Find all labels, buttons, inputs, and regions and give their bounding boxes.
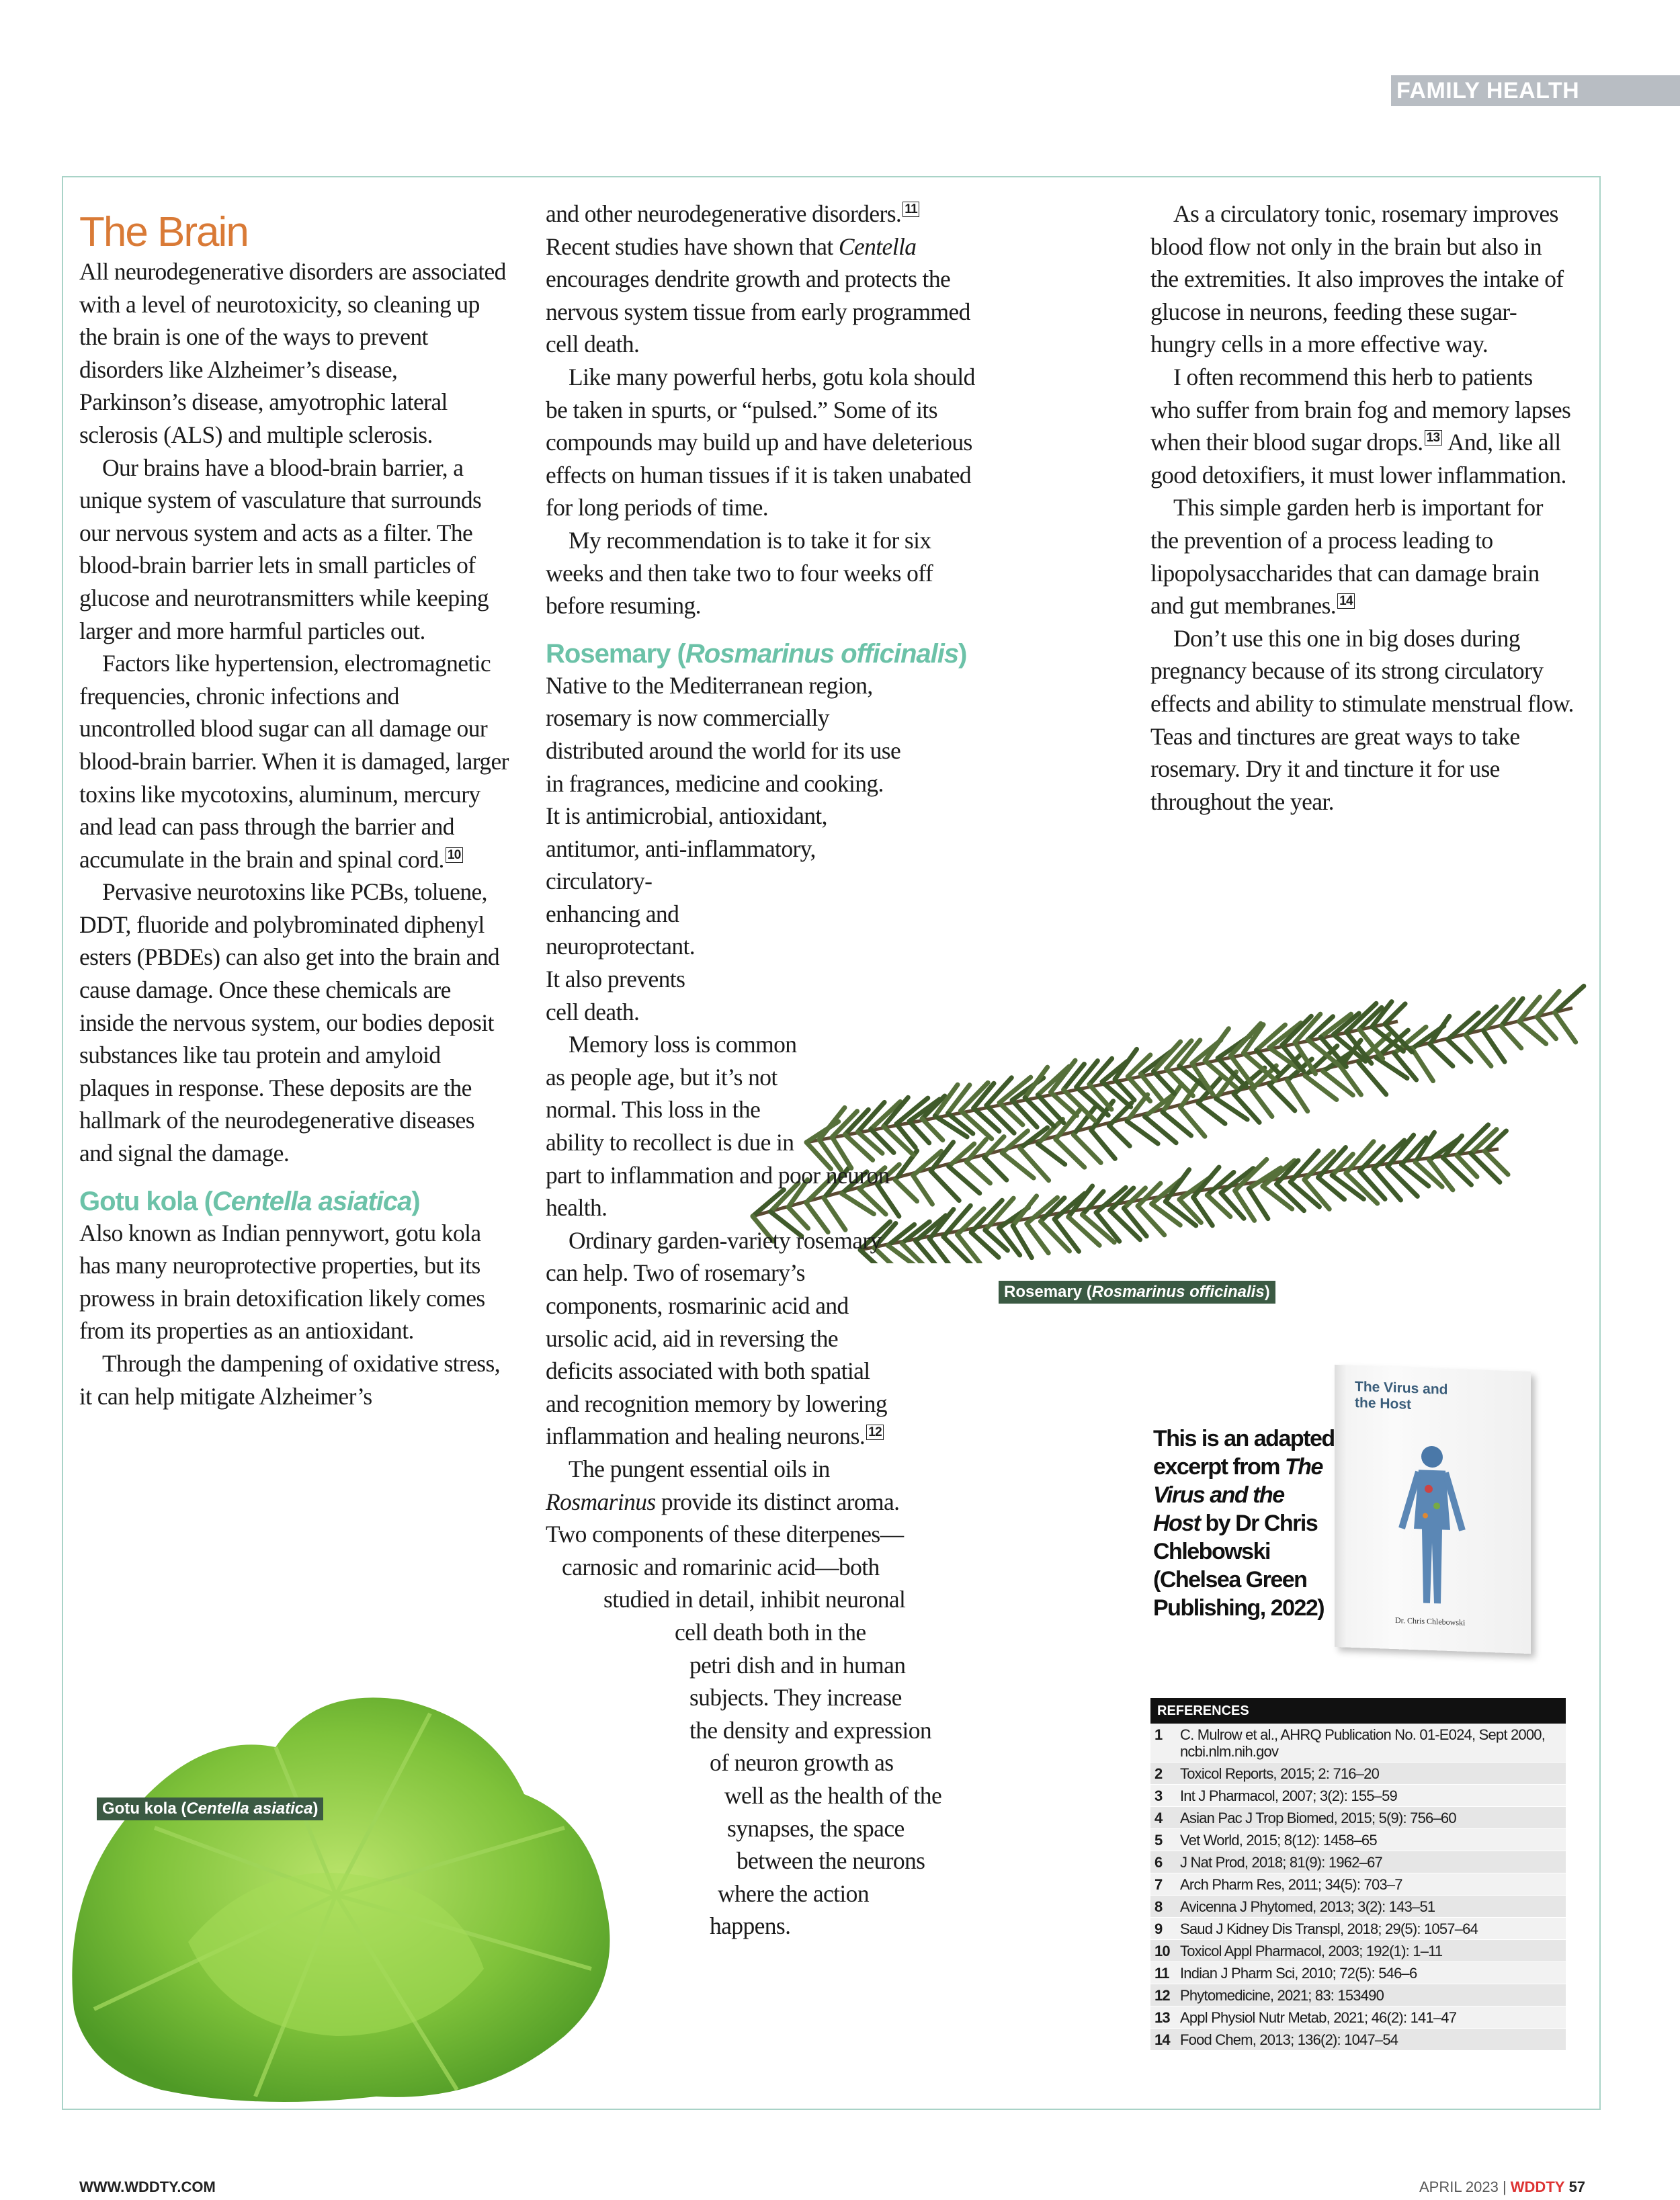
- reference-text: J Nat Prod, 2018; 81(9): 1962–67: [1180, 1854, 1382, 1871]
- text-line: of neuron growth as: [710, 1749, 894, 1777]
- text-line: Two components of these diterpenes—: [546, 1521, 904, 1548]
- text-line: antitumor, anti-inflammatory,: [546, 835, 816, 862]
- text-line: enhancing and: [546, 900, 679, 927]
- paragraph: I often recommend this herb to patients who suffer from brain fog and memory lapses when their blood sugar drops. $^{13}$ And, like all good detoxifiers, it must lower inflammation.: [1150, 363, 1571, 489]
- text-line: between the neurons: [737, 1847, 925, 1875]
- reference-row: [1150, 1918, 1566, 1940]
- text-line: It also prevents: [546, 966, 685, 993]
- reference-text: Avicenna J Phytomed, 2013; 3(2): 143–51: [1180, 1898, 1435, 1915]
- reference-number: 13: [1154, 2009, 1170, 2026]
- column-3: [1150, 198, 1574, 818]
- paragraph: and other neurodegenerative disorders. $^{11}$ Recent studies have shown that Centella encourages dendrite growth and protects the nervous system tissue from early programmed cell death.: [546, 200, 970, 358]
- reference-text: Toxicol Reports, 2015; 2: 716–20: [1180, 1765, 1380, 1782]
- text-line: circulatory-: [546, 868, 653, 895]
- text-line: where the action: [718, 1879, 869, 1907]
- heading-rosemary: Rosemary (Rosmarinus officinalis): [546, 638, 967, 669]
- anatomy-figure-icon: [1395, 1441, 1469, 1611]
- reference-number: 2: [1154, 1765, 1163, 1782]
- text-line: carnosic and romarinic acid—both: [562, 1553, 880, 1580]
- text-line: Rosmarinus provide its distinct aroma.: [546, 1488, 900, 1515]
- book-title: The Virus and the Host: [1355, 1378, 1448, 1412]
- reference-row: [1150, 1829, 1566, 1851]
- paragraph: Pervasive neurotoxins like PCBs, toluene, DDT, fluoride and polybrominated diphenyl esters (PBDEs) can also get into the brain and cause damage. Once these chemicals are inside the nervous system, our bodies deposit substances like tau protein and amyloid plaques in response. These deposits are the hallmark of the neurodegenerative diseases and signal the damage.: [79, 878, 500, 1167]
- reference-text: Toxicol Appl Pharmacol, 2003; 192(1): 1–11: [1180, 1943, 1443, 1959]
- reference-row: [1150, 2006, 1566, 2029]
- text-line: ursolic acid, aid in reversing the: [546, 1324, 839, 1352]
- reference-text: Asian Pac J Trop Biomed, 2015; 5(9): 756–60: [1180, 1810, 1456, 1826]
- reference-number: 6: [1154, 1854, 1163, 1871]
- reference-number: 1: [1154, 1726, 1163, 1743]
- reference-text: Food Chem, 2013; 136(2): 1047–54: [1180, 2031, 1398, 2048]
- text-line: ability to recollect is due in: [546, 1129, 794, 1156]
- references-heading: REFERENCES: [1150, 1698, 1566, 1724]
- reference-number: 5: [1154, 1832, 1163, 1849]
- column-1: [79, 211, 509, 1412]
- section-label: FAMILY HEALTH: [1396, 78, 1580, 103]
- paragraph-lines: [546, 669, 989, 1029]
- section-tab: [1391, 75, 1680, 106]
- text-line: studied in detail, inhibit neuronal: [603, 1586, 906, 1613]
- text-line: the density and expression: [689, 1716, 932, 1744]
- reference-number: 7: [1154, 1876, 1163, 1893]
- reference-row: [1150, 1763, 1566, 1785]
- heading-gotu-kola: Gotu kola (Centella asiatica): [79, 1186, 420, 1216]
- paragraph: Through the dampening of oxidative stress, it can help mitigate Alzheimer’s: [79, 1350, 500, 1410]
- text-line: well as the health of the: [724, 1781, 942, 1809]
- paragraph: As a circulatory tonic, rosemary improves blood flow not only in the brain but also in the extremities. It also improves the intake of glucose in neurons, feeding these sugar-hungry cells in a more effective way.: [1150, 200, 1564, 358]
- reference-text: Saud J Kidney Dis Transpl, 2018; 29(5): 1057–64: [1180, 1920, 1478, 1937]
- paragraph: This simple garden herb is important for the prevention of a process leading to lipopolysaccharides that can damage brain and gut membranes. $^{14}$: [1150, 494, 1543, 620]
- citation-marker: 10: [446, 847, 463, 863]
- citation-marker: 12: [866, 1425, 884, 1440]
- reference-row: [1150, 1896, 1566, 1918]
- text-line: Native to the Mediterranean region,: [546, 671, 873, 699]
- italic-term: Rosmarinus: [546, 1488, 661, 1515]
- text-line: as people age, but it’s not: [546, 1063, 778, 1091]
- column-2: [546, 198, 989, 1943]
- text-line: The pungent essential oils in: [569, 1455, 830, 1482]
- text-line: and recognition memory by lowering: [546, 1390, 888, 1417]
- paragraph-lines: [546, 1028, 989, 1224]
- reference-number: 9: [1154, 1920, 1163, 1937]
- rosemary-caption: Rosemary (Rosmarinus officinalis): [999, 1281, 1275, 1304]
- paragraph: Like many powerful herbs, gotu kola should be taken in spurts, or “pulsed.” Some of its compounds may build up and have deleterious effects on human tissues if it is taken unabated for long periods of time.: [546, 363, 975, 521]
- footer-page-info: APRIL 2023 | WDDTY 57: [1419, 2178, 1586, 2195]
- reference-row: [1150, 1962, 1566, 1984]
- reference-number: 3: [1154, 1787, 1163, 1804]
- text-line: distributed around the world for its use: [546, 736, 901, 764]
- text-line: happens.: [710, 1912, 791, 1940]
- text-line: health.: [546, 1194, 607, 1222]
- reference-text: Int J Pharmacol, 2007; 3(2): 155–59: [1180, 1787, 1397, 1804]
- text-line: It is antimicrobial, antioxidant,: [546, 802, 827, 830]
- heading-the-brain: The Brain: [79, 209, 248, 255]
- reference-row: [1150, 1873, 1566, 1896]
- text-line: rosemary is now commercially: [546, 704, 829, 732]
- reference-number: 8: [1154, 1898, 1163, 1915]
- reference-number: 14: [1154, 2031, 1170, 2048]
- text-line: components, rosmarinic acid and: [546, 1292, 849, 1319]
- text-line: inflammation and healing neurons. $^{12}$: [546, 1420, 989, 1453]
- text-line: Ordinary garden-variety rosemary: [569, 1226, 882, 1254]
- reference-number: 10: [1154, 1943, 1170, 1959]
- reference-row: [1150, 1940, 1566, 1962]
- reference-number: 12: [1154, 1987, 1170, 2004]
- text-line: cell death.: [546, 998, 640, 1025]
- text-line: petri dish and in human: [689, 1651, 906, 1679]
- reference-row: [1150, 1807, 1566, 1829]
- text-line: Memory loss is common: [569, 1031, 797, 1058]
- references-table: [1150, 1698, 1566, 2051]
- paragraph: All neurodegenerative disorders are associated with a level of neurotoxicity, so cleaning up the brain is one of the ways to prevent disorders like Alzheimer’s disease, Parkinson’s disease, amyotrophic lateral sclerosis (ALS) and multiple sclerosis.: [79, 258, 506, 448]
- citation-marker: 13: [1425, 430, 1442, 446]
- reference-text: C. Mulrow et al., AHRQ Publication No. 01-E024, Sept 2000, ncbi.nlm.nih.gov: [1180, 1726, 1546, 1760]
- excerpt-note: This is an adapted excerpt from The Virus and the Host by Dr Chris Chlebowski (Chelsea Green Publishing, 2022): [1153, 1426, 1335, 1621]
- reference-text: Indian J Pharm Sci, 2010; 72(5): 546–6: [1180, 1965, 1417, 1982]
- reference-row: [1150, 1785, 1566, 1807]
- text-line: in fragrances, medicine and cooking.: [546, 769, 884, 797]
- reference-row: [1150, 1984, 1566, 2006]
- text-line: subjects. They increase: [689, 1684, 902, 1711]
- reference-text: Phytomedicine, 2021; 83: 153490: [1180, 1987, 1384, 2004]
- paragraph: Don’t use this one in big doses during pregnancy because of its strong circulatory effects and ability to stimulate menstrual flow. Teas and tinctures are great ways to take rosemary. Dry it and tincture it for use throughout the year.: [1150, 624, 1574, 815]
- text-line: cell death both in the: [675, 1618, 866, 1646]
- citation-marker: 11: [902, 202, 919, 217]
- reference-number: 11: [1154, 1965, 1169, 1982]
- paragraph: Also known as Indian pennywort, gotu kola has many neuroprotective properties, but its prowess in brain detoxification likely comes from its properties as an antioxidant.: [79, 1219, 485, 1345]
- reference-row: [1150, 1851, 1566, 1873]
- paragraph: My recommendation is to take it for six weeks and then take two to four weeks off before resuming.: [546, 526, 933, 620]
- citation-marker: 14: [1337, 593, 1355, 609]
- paragraph: Factors like hypertension, electromagnetic frequencies, chronic infections and uncontrolled blood sugar can all damage our blood-brain barrier. When it is damaged, larger toxins like mycotoxins, aluminum, mercury and lead can pass through the barrier and accumulate in the brain and spinal cord. $^{10}$: [79, 650, 509, 873]
- reference-row: [1150, 1724, 1566, 1763]
- reference-number: 4: [1154, 1810, 1163, 1826]
- book-cover: [1335, 1365, 1531, 1654]
- paragraph-lines: [546, 1453, 989, 1943]
- text-line: neuroprotectant.: [546, 933, 696, 960]
- paragraph-lines: [546, 1224, 989, 1453]
- references-list: [1150, 1724, 1566, 2051]
- text-line: part to inflammation and poor neuron: [546, 1161, 890, 1189]
- book-author: Dr. Chris Chlebowski: [1395, 1615, 1466, 1627]
- text-line: synapses, the space: [727, 1814, 905, 1842]
- text-line: normal. This loss in the: [546, 1096, 761, 1124]
- reference-text: Arch Pharm Res, 2011; 34(5): 703–7: [1180, 1876, 1402, 1893]
- reference-row: [1150, 2029, 1566, 2051]
- footer-site: WWW.WDDTY.COM: [79, 2178, 216, 2195]
- reference-text: Appl Physiol Nutr Metab, 2021; 46(2): 141–47: [1180, 2009, 1457, 2026]
- reference-text: Vet World, 2015; 8(12): 1458–65: [1180, 1832, 1377, 1849]
- text-line: deficits associated with both spatial: [546, 1357, 870, 1385]
- paragraph: Our brains have a blood-brain barrier, a unique system of vasculature that surrounds our nervous system and acts as a filter. The blood-brain barrier lets in small particles of glucose and neurotransmitters while keeping larger and more harmful particles out.: [79, 454, 489, 644]
- gotu-kola-caption: Gotu kola (Centella asiatica): [97, 1797, 323, 1820]
- text-line: can help. Two of rosemary’s: [546, 1259, 805, 1287]
